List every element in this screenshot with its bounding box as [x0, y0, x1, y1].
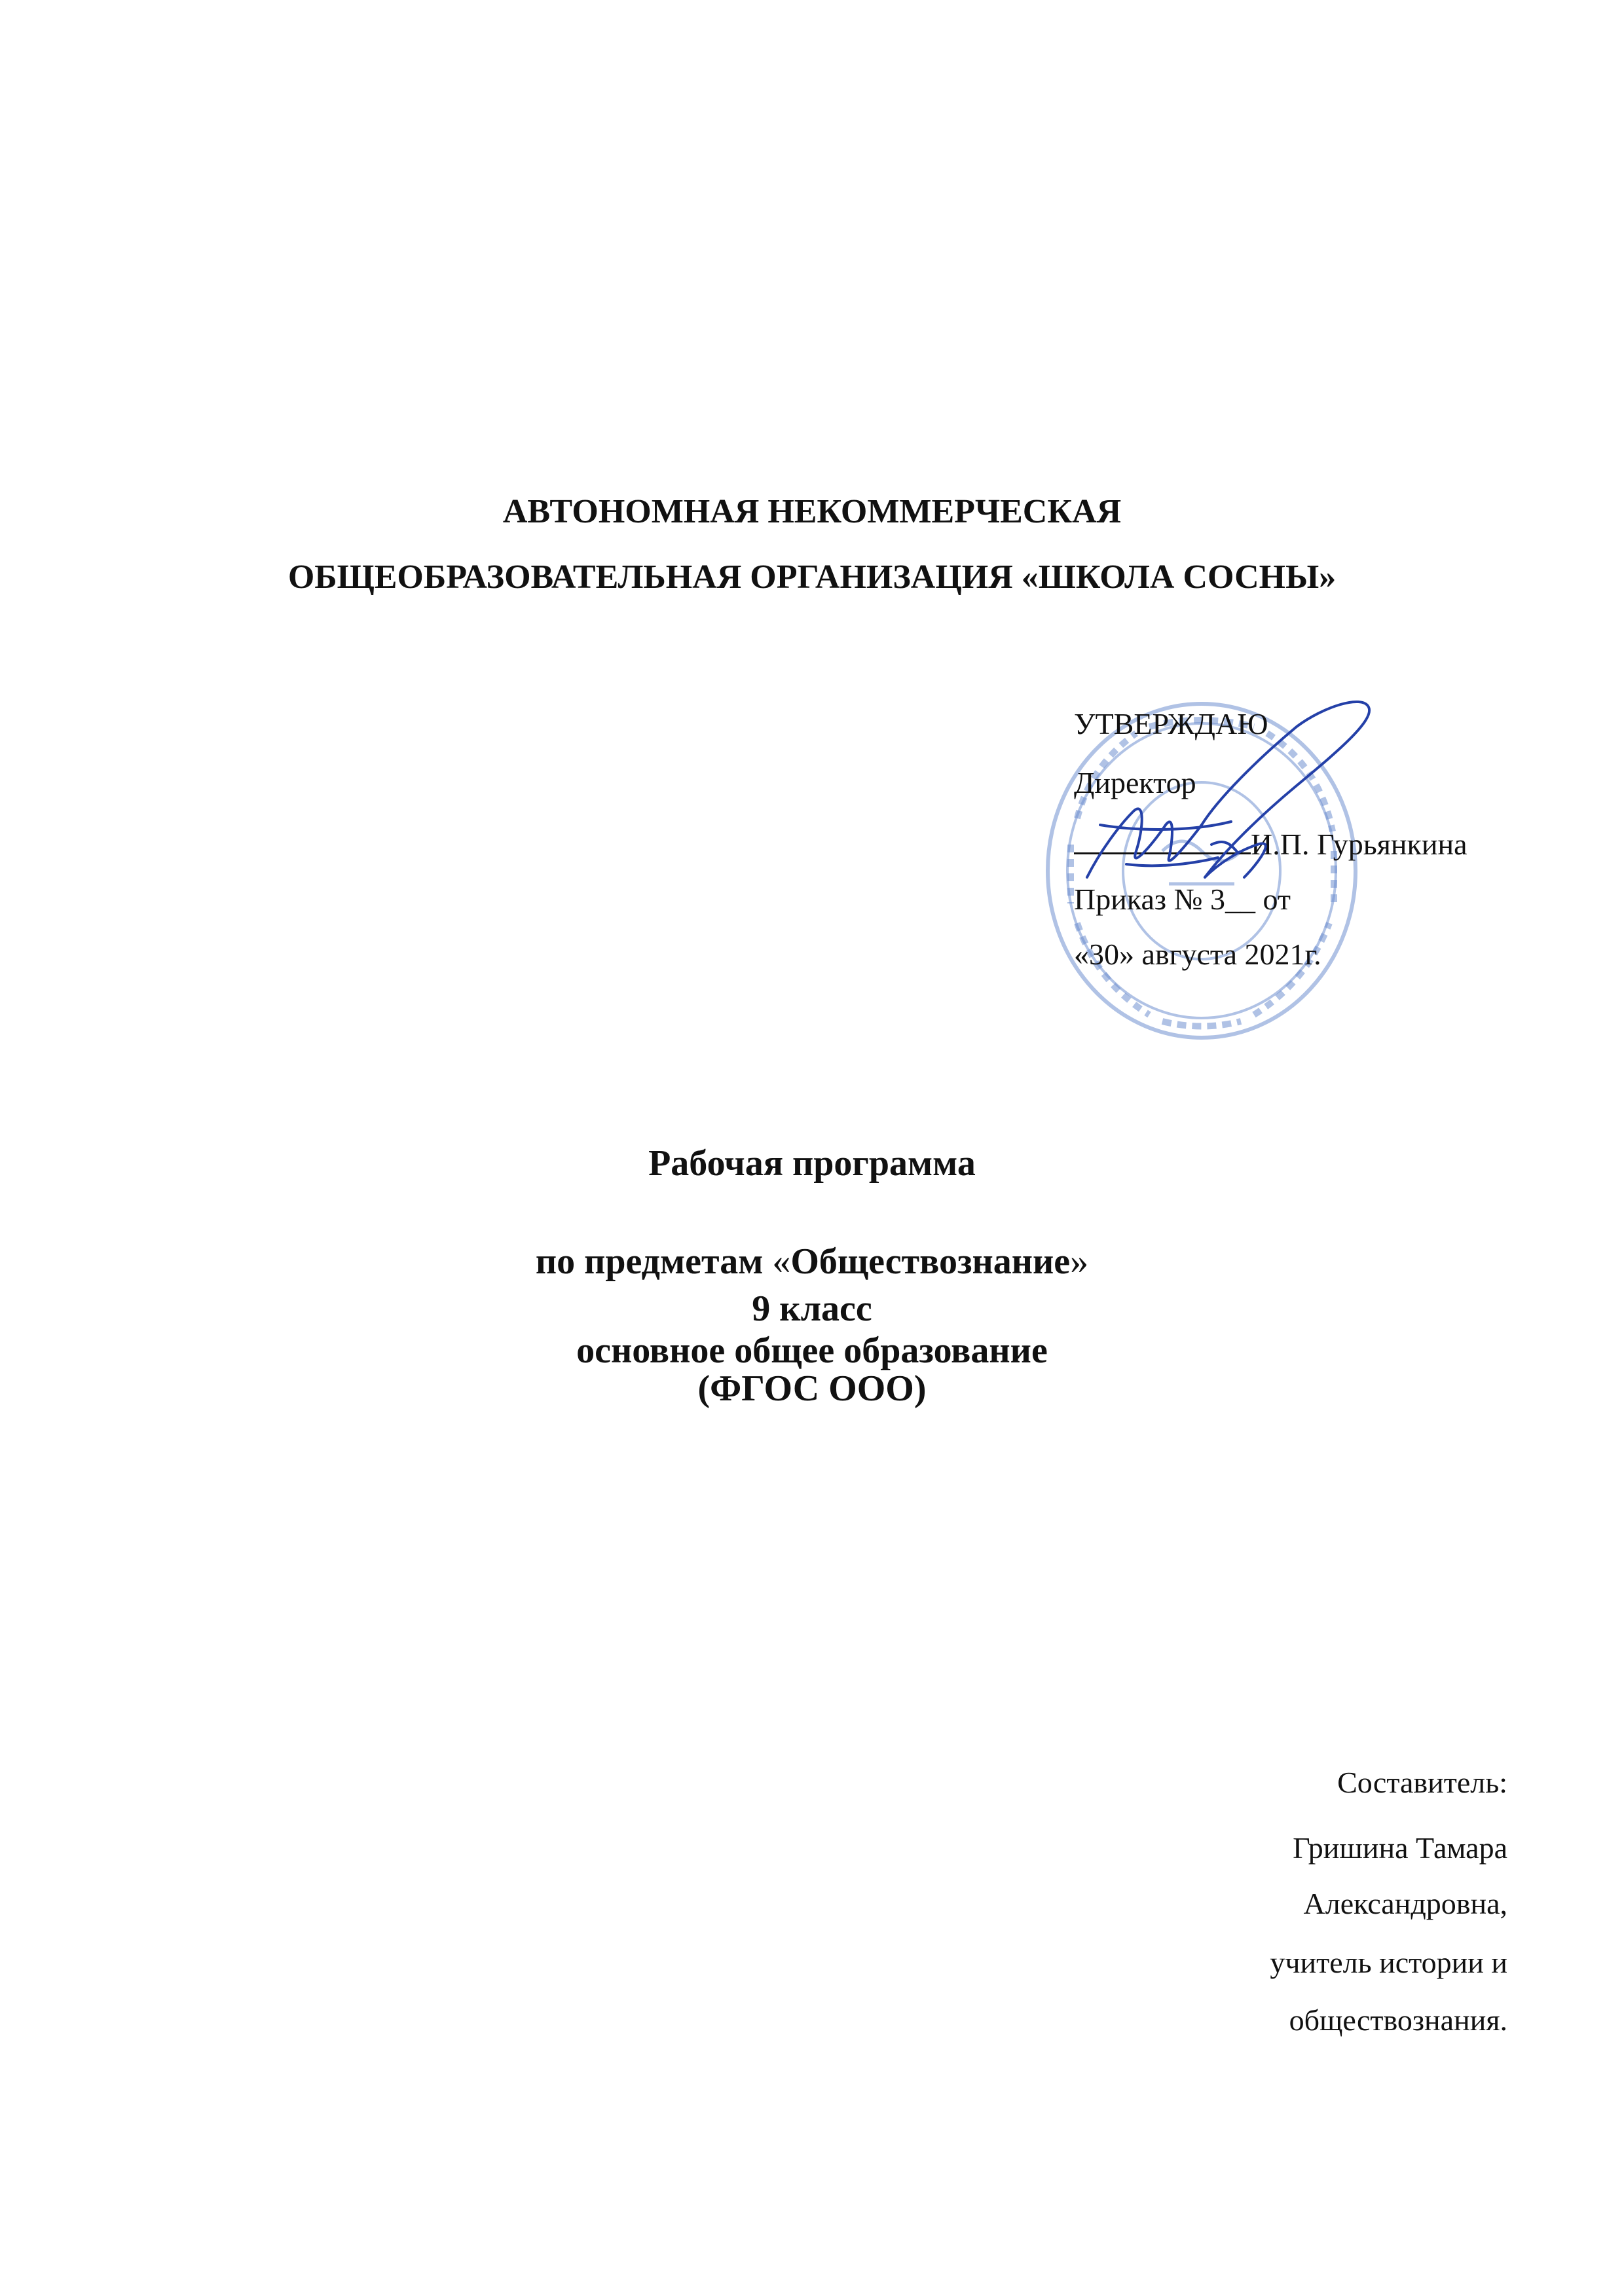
compiler-role-line-2: обществознания. [1289, 2003, 1507, 2037]
subject-name: Обществознание [790, 1241, 1071, 1282]
subject-prefix: по предметам [535, 1241, 773, 1282]
director-position: Директор [1074, 766, 1196, 799]
compiler-name-line-1: Гришина Тамара [1293, 1831, 1507, 1865]
program-education-level: основное общее образование [576, 1330, 1048, 1371]
order-number: Приказ № 3__ от [1074, 883, 1291, 916]
director-name: И.П. Гурьянкина [1251, 828, 1467, 861]
compiler-name-line-2: Александровна, [1303, 1887, 1507, 1920]
program-title: Рабочая программа [648, 1143, 976, 1184]
organization-stamp-icon [1031, 687, 1372, 1054]
program-standard: (ФГОС ООО) [697, 1368, 927, 1409]
director-signature-line [1074, 826, 1467, 863]
subject-quote-open: « [772, 1241, 791, 1282]
compiler-label: Составитель: [1337, 1766, 1507, 1799]
program-grade: 9 класс [752, 1288, 872, 1329]
subject-quote-close: » [1070, 1241, 1089, 1282]
approval-date: «30» августа 2021г. [1074, 938, 1321, 971]
approval-heading: УТВЕРЖДАЮ [1074, 707, 1268, 740]
signature-blank [1074, 828, 1251, 854]
organization-name-line-2: ОБЩЕОБРАЗОВАТЕЛЬНАЯ ОРГАНИЗАЦИЯ «ШКОЛА СОСНЫ» [287, 558, 1337, 596]
compiler-role-line-1: учитель истории и [1270, 1946, 1507, 1979]
organization-name-line-1: АВТОНОМНАЯ НЕКОММЕРЧЕСКАЯ [502, 493, 1122, 530]
program-subject-line [0, 1243, 1624, 1281]
